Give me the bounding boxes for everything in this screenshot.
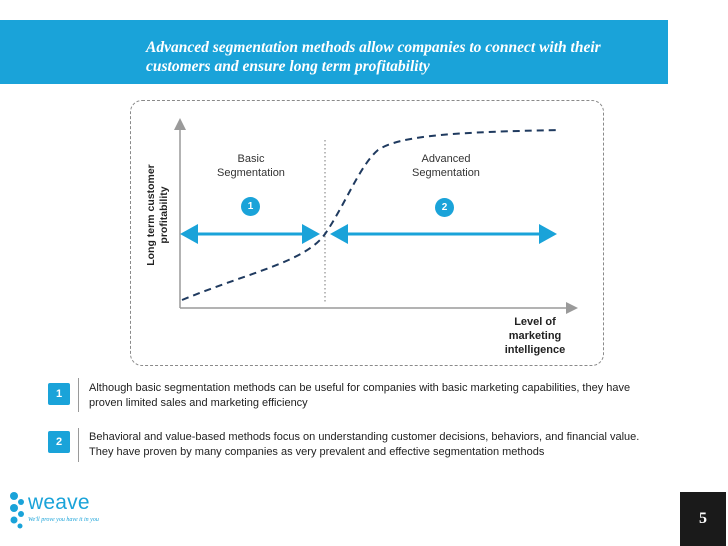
segment-badge-1: 1 bbox=[241, 197, 260, 216]
note-badge-2: 2 bbox=[48, 431, 70, 453]
page-title: Advanced segmentation methods allow companies to connect with their customers and ensure long term profitability bbox=[146, 39, 601, 75]
note-text-2: Behavioral and value-based methods focus on understanding customer decisions, behaviors, and financial value. They have proven by many companies as very prevalent and effective segmentation methods bbox=[89, 431, 640, 458]
note-text-1: Although basic segmentation methods can be useful for companies with basic marketing capabilities, they have proven limited sales and marketing efficiency bbox=[89, 382, 631, 409]
advanced-segmentation-label: Advanced Segmentation bbox=[412, 153, 480, 179]
logo-wordmark: weave bbox=[28, 491, 90, 514]
basic-segmentation-label: Basic Segmentation bbox=[217, 153, 285, 179]
note-divider-1 bbox=[78, 378, 79, 412]
x-axis-label: Level of marketing intelligence bbox=[504, 316, 566, 356]
logo-dots-icon bbox=[8, 491, 28, 531]
basic-segment-arrow bbox=[180, 224, 320, 244]
y-axis-label: Long term customer profitability bbox=[145, 164, 170, 266]
page-number: 5 bbox=[680, 492, 726, 546]
note-divider-2 bbox=[78, 428, 79, 462]
weave-logo bbox=[8, 491, 148, 531]
advanced-segment-arrow bbox=[330, 224, 557, 244]
note-badge-1: 1 bbox=[48, 383, 70, 405]
logo-tagline: We'll prove you have it in you bbox=[28, 517, 99, 523]
segment-badge-2: 2 bbox=[435, 198, 454, 217]
